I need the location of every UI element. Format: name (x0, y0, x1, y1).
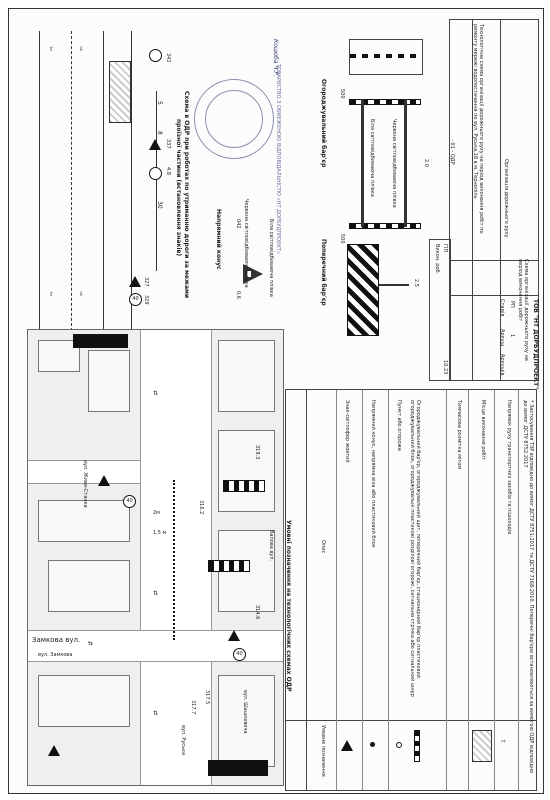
legend-title: Умовні позначення на технологічних схемах ОДР (285, 520, 292, 692)
legend-row-3: Пункт або огорожа (396, 400, 402, 451)
no-entry-sign-icon (149, 49, 162, 62)
title-block-divider-2 (500, 20, 501, 380)
building-6 (218, 430, 275, 512)
sign-label-337: 337 (165, 139, 171, 149)
scheme-title: Схема в ОДР при роботах по утриманню дороги за межами (183, 91, 190, 299)
title-stage: РП (509, 301, 515, 308)
fence-bottom-bar (349, 223, 421, 229)
work-zone-scheme (31, 31, 181, 331)
site-map (27, 329, 284, 786)
legend-cone-icon (370, 742, 375, 747)
legend-row-line-4 (446, 390, 447, 790)
map-dim-2m: 2м (153, 510, 160, 516)
legend-row-line-3 (388, 390, 389, 790)
map-street-ruska: вул. Руська (180, 725, 186, 756)
cone-title: Напрямний конус (215, 209, 222, 270)
title-stage-label: Стадія (499, 299, 505, 317)
legend-row-line-5 (468, 390, 469, 790)
building-2 (88, 350, 130, 412)
date-1: 10.23 (442, 360, 448, 375)
cross-barrier-drawing (347, 244, 407, 334)
map-level-3: 316.2 (198, 500, 204, 515)
map-street-valova: Валова вул. (268, 530, 274, 562)
fence-label-red: Червона світловідбиваюча плівка (391, 119, 397, 208)
fence-elevation-bar (350, 54, 422, 58)
seal-text: ТОВАРИСТВО З ОБМЕЖЕНОЮ ВІДПОВІДАЛЬНІСТЮ «НТ ДОРБУДПРОЕКТ» (275, 64, 281, 254)
fence-top-bar (349, 99, 421, 105)
cross-barrier-top (347, 244, 379, 336)
cone-label-white: Біла світловідбиваюча плівка (268, 219, 274, 297)
legend-col-divider (306, 390, 307, 790)
legend-row-7: Напрямок руху транспортних засобів та пішоходів (506, 400, 512, 535)
legend-footnote: * Застосування ТЗР відповідно до вимог ДСТУ 8751:2017 та ДСТУ 7168:2010. Поперечні бар'єри встановлюються за вимогою ОДР відповідно до вимог ДСТУ 8752:2017 (522, 400, 534, 774)
lane-divider-1 (71, 31, 72, 331)
legend-point-icon (396, 742, 402, 748)
map-chevron-panel-2 (208, 560, 250, 572)
map-speed-sign-2-icon: 40 (233, 648, 246, 661)
cone-label-red: Червона світловідбиваюча плівка (243, 199, 249, 288)
map-level-4: 319.3 (254, 445, 260, 460)
fence-label-white: Біла світловідбиваюча плівка (369, 119, 375, 197)
map-street-zamkova: Замкова вул. (32, 636, 81, 644)
building-8 (38, 675, 130, 727)
title-code: - 01 - ОДР (449, 139, 455, 165)
role-gip: ГІП (442, 244, 448, 253)
title-sheet-label: Аркуш (499, 329, 505, 347)
title-sheet: 1 (509, 334, 515, 338)
stop-block-top (73, 334, 128, 348)
fence-elevation (349, 39, 423, 75)
traffic-arrow-2-icon: ⇅ (153, 590, 159, 597)
map-level-5: 314.6 (254, 605, 260, 620)
map-level-2: 317.7 (190, 700, 196, 715)
fence-title: Огороджувальний бар'єр (320, 79, 327, 168)
title-part: Організація дорожнього руху (503, 159, 509, 238)
traffic-arrow-3-icon: ⇅ (153, 710, 159, 717)
dim-5: 5 (156, 101, 163, 105)
drawing-sheet (8, 8, 544, 794)
lane-divider-2 (103, 31, 104, 331)
speed-limit-sign-icon: 40 (129, 293, 142, 306)
legend-row-5: Тимчасова розмітка мітом (456, 400, 462, 470)
traffic-arrow-4-icon: ⇆ (88, 640, 94, 647)
dimension-line (156, 91, 157, 271)
legend-row-1: Знак-світлофор жовтий (344, 400, 350, 463)
map-street-zhyvy: вул. Живи-Станка (82, 460, 88, 508)
title-part2: Схема організації дорожнього руху на період виконання робіт (517, 259, 529, 361)
arrow-down-2: ⇩ (79, 291, 85, 298)
map-level-1: 317.5 (204, 690, 210, 705)
legend-signal-icon (341, 740, 353, 751)
cross-barrier-dim-25: 2.5 (413, 279, 419, 287)
fence-dim-20: 2.0 (423, 159, 429, 167)
fence-drawing (349, 99, 419, 229)
title-company: ТОВ "НТ ДОРБУДПРОЕКТ" (532, 299, 539, 390)
cross-barrier-title: Поперечний бар'єр (320, 239, 327, 306)
legend-row-line-2 (362, 390, 363, 790)
dim-30: 30 (156, 201, 163, 209)
legend-col-divider-2 (286, 720, 536, 721)
legend-barrier-icon (414, 730, 420, 762)
map-street-zamkova-2: вул. Замкова (38, 652, 73, 658)
cone-dim-06: 0.6 (235, 291, 241, 299)
map-roadwork-sign-1-icon (98, 475, 110, 486)
cone-dim-042: 042 (235, 219, 241, 229)
fence-post-right (404, 99, 407, 227)
sign-label-329: 329 (143, 295, 149, 305)
title-project: Технологічна схема організації дорожнього руху на період виконання робіт по ремонту мережі водопостачання по вул. Руська,18 в м. Тернопіль (472, 24, 484, 234)
map-dim-15: 1,5 м (153, 530, 167, 536)
legend-panel (285, 389, 537, 791)
cross-barrier-post (379, 284, 409, 286)
roadwork-sign-2-icon (129, 276, 141, 287)
building-4 (48, 560, 130, 612)
work-route (173, 480, 175, 640)
road-main (140, 330, 212, 785)
legend-row-line-1 (336, 390, 337, 790)
legend-row-6: Місце виконання робіт (480, 400, 486, 460)
map-roadwork-sign-3-icon (48, 745, 60, 756)
fence-dim-500: 500 (339, 89, 345, 99)
traffic-arrow-1-icon: ⇅ (153, 390, 159, 397)
map-speed-sign-1-icon: 40 (123, 495, 136, 508)
legend-row-4: Огороджувальний бар'єр, огороджувальний щит, поперечний бар'єр, стационарний бар'єр пластиковий огороджувальний блок, огороджувальні пластикові розділові огорожі, сигнальна стрічка або сигнальний шнур (409, 400, 421, 697)
arrow-up-1: ⇧ (49, 46, 55, 53)
role-vykon: Викон. роб. (434, 244, 440, 275)
dim-8: 8 (156, 131, 163, 135)
legend-col2: Опис (320, 540, 326, 554)
company-seal (194, 79, 274, 159)
sign-label-342: 342 (165, 53, 171, 63)
signature: Коцюба Ч.Р. (272, 39, 279, 77)
arrow-up-2: ⇧ (49, 291, 55, 298)
sign-label-327: 327 (143, 277, 149, 287)
fence-post-left (361, 99, 364, 227)
scheme-title-line2: проїзної частини (встановлення знаків) (175, 119, 182, 257)
title-sheets-label: Аркушів (499, 354, 505, 376)
seal-inner-ring (205, 90, 263, 148)
legend-col1: Умовне позначення (320, 725, 326, 777)
road-edge-left (39, 31, 40, 331)
map-roadwork-sign-2-icon (228, 630, 240, 641)
signature-table (429, 239, 451, 381)
map-street-shashkevycha: вул. Шашкевича (242, 690, 248, 734)
map-chevron-panel-1 (223, 480, 265, 492)
sign-label-4-8: 4.8 (165, 167, 171, 175)
legend-row-line-6 (494, 390, 495, 790)
legend-direction-arrow-icon: ⇨ (501, 738, 507, 745)
roadwork-sign-icon (149, 139, 161, 150)
work-zone-area (109, 61, 131, 123)
building-5 (218, 340, 275, 412)
no-overtake-sign-icon (149, 167, 162, 180)
legend-workzone-icon (472, 730, 492, 762)
legend-row-line-7 (518, 390, 519, 790)
cross-barrier-dim-500: 500 (339, 234, 345, 244)
stop-block-bottom (208, 760, 268, 776)
legend-row-2: Напрямний конус, напрямна віха або пластиковий блок (370, 400, 376, 548)
arrow-down-1: ⇩ (79, 46, 85, 53)
